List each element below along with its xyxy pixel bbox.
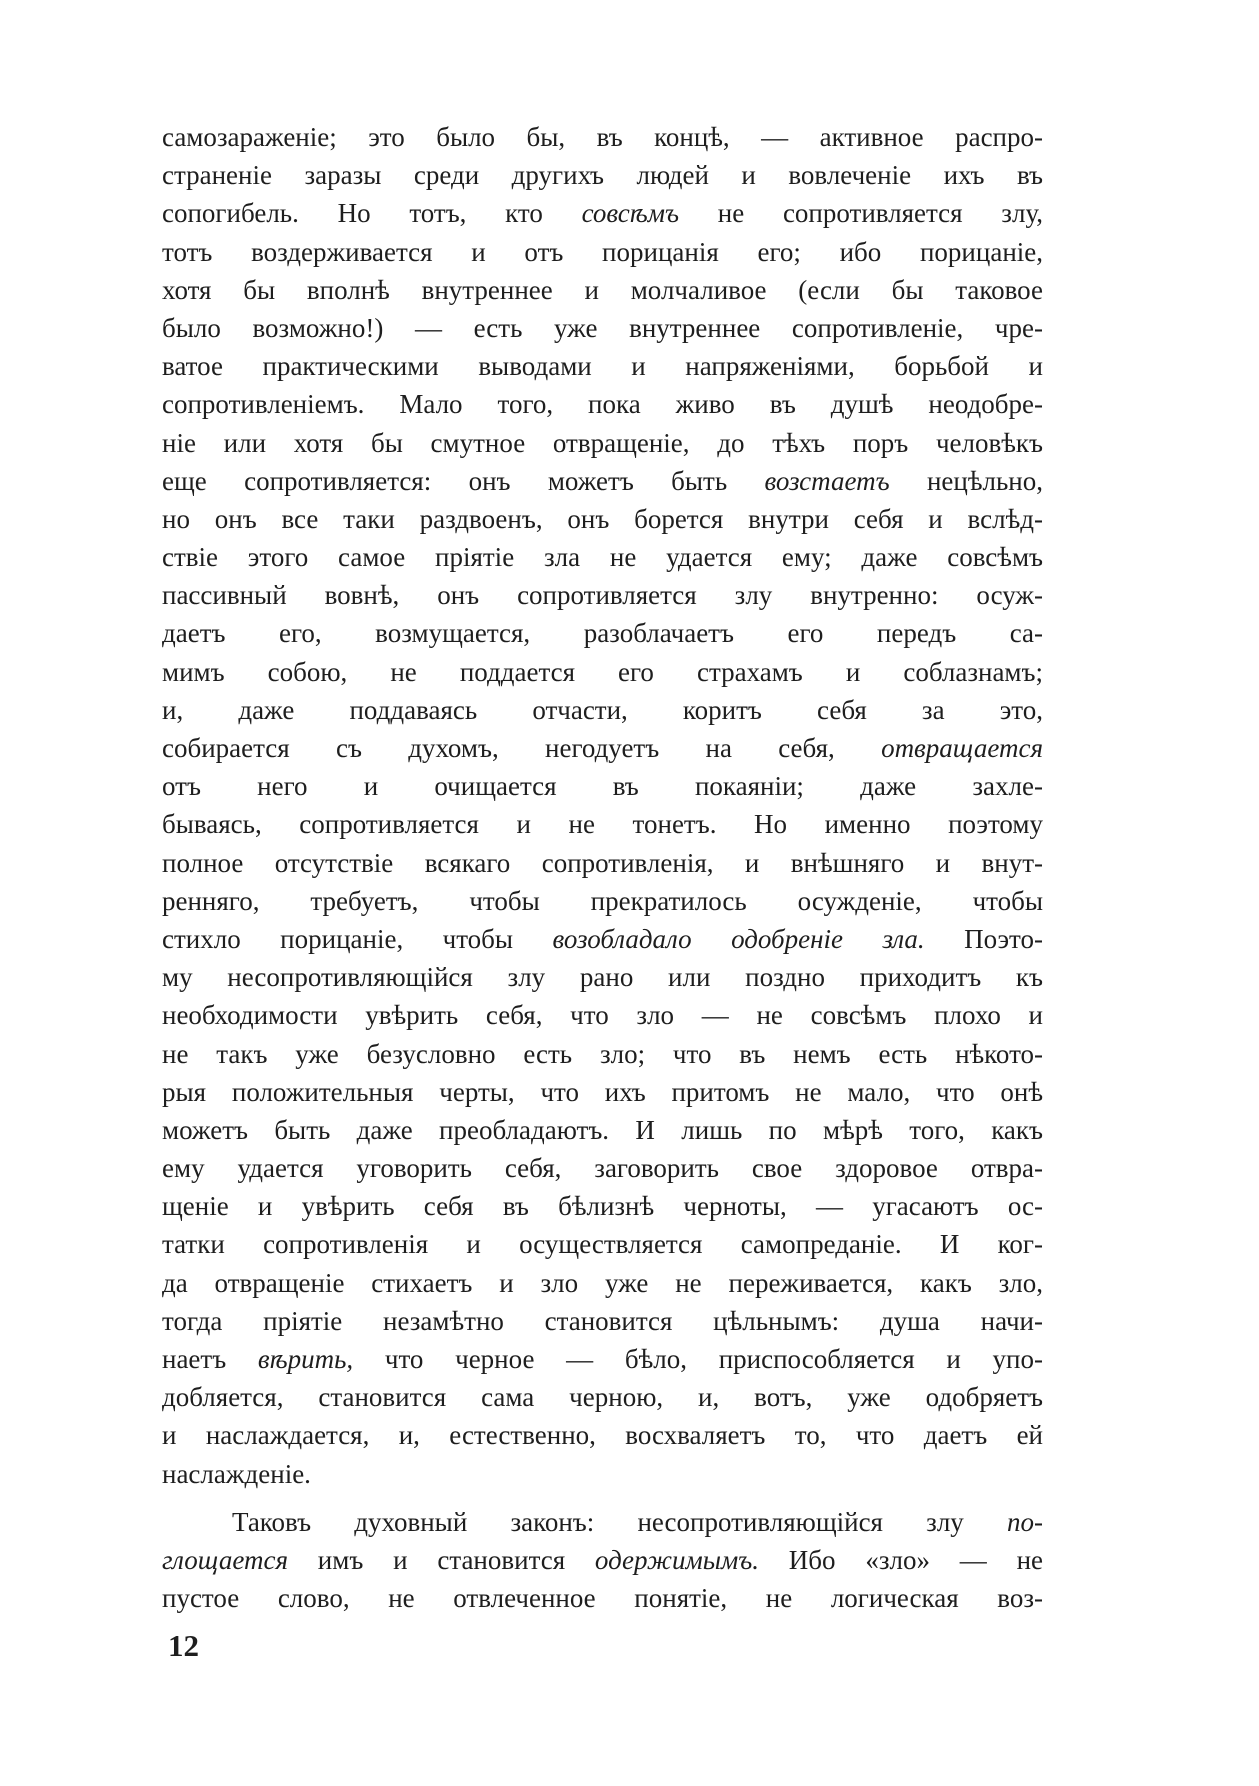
- text-line: [162, 424, 1043, 462]
- text-line: [162, 653, 1043, 691]
- text-run: ему удается уговорить себя, заговорить свое здоровое отвра-: [162, 1153, 1043, 1184]
- text-run: даетъ его, возмущается, разоблачаетъ его передъ са-: [162, 618, 1043, 649]
- text-run: ніе или хотя бы смутное отвращеніе, до тѣхъ поръ человѣкъ: [162, 427, 1043, 458]
- text-run: стихло порицаніе, чтобы: [162, 923, 553, 954]
- text-run: рыя положительныя черты, что ихъ притомъ не мало, что онѣ: [162, 1076, 1043, 1107]
- text-run: но онъ все таки раздвоенъ, онъ борется внутри себя и вслѣд-: [162, 503, 1043, 534]
- italic-phrase: вѣрить,: [257, 1344, 354, 1374]
- text-line: [162, 194, 1043, 232]
- text-run: щеніе и увѣрить себя въ бѣлизнѣ черноты, — угасаютъ ос-: [162, 1191, 1043, 1222]
- text-line: [162, 118, 1043, 156]
- text-line: [162, 958, 1043, 996]
- text-run: наслажденіе.: [162, 1458, 311, 1489]
- text-line: [162, 1378, 1043, 1416]
- text-line: [162, 576, 1043, 614]
- text-run: тогда пріятіе незамѣтно становится цѣльнымъ: душа начи-: [162, 1305, 1043, 1336]
- text-run: наетъ: [162, 1344, 258, 1374]
- text-run: хотя бы вполнѣ внутреннее и молчаливое (если бы таковое: [162, 274, 1043, 305]
- italic-phrase: возстаетъ: [764, 465, 890, 496]
- text-run: необходимости увѣрить себя, что зло — не совсѣмъ плохо и: [162, 1000, 1043, 1031]
- text-run: и, даже поддаваясь отчасти, коритъ себя за это,: [162, 694, 1043, 725]
- text-run: и наслаждается, и, естественно, восхваляетъ то, что даетъ ей: [162, 1420, 1043, 1451]
- text-run: было возможно!) — есть уже внутреннее сопротивленіе, чре-: [162, 312, 1043, 343]
- text-line: [162, 1416, 1043, 1454]
- text-run: пустое слово, не отвлеченное понятіе, не логическая воз-: [162, 1583, 1043, 1614]
- text-line: [162, 1225, 1043, 1263]
- text-line: [162, 347, 1043, 385]
- italic-phrase: глощается: [162, 1544, 288, 1575]
- text-line: [162, 1455, 1043, 1493]
- text-run: не такъ уже безусловно есть зло; что въ немъ есть нѣкото-: [162, 1038, 1043, 1069]
- text-run: ренняго, требуетъ, чтобы прекратилось осужденіе, чтобы: [162, 885, 1043, 916]
- text-line: [162, 1579, 1043, 1617]
- text-run: имъ и становится: [288, 1544, 595, 1575]
- text-line: [162, 1302, 1043, 1340]
- text-line: [162, 1035, 1043, 1073]
- paragraph: [162, 118, 1043, 1493]
- text-line: [162, 996, 1043, 1034]
- text-run: нецѣльно,: [889, 465, 1043, 496]
- text-line: [162, 1073, 1043, 1111]
- paragraph: [162, 1503, 1043, 1618]
- text-run: мимъ собою, не поддается его страхамъ и соблазнамъ;: [162, 656, 1043, 687]
- text-run: страненіе заразы среди другихъ людей и вовлеченіе ихъ въ: [162, 160, 1043, 191]
- text-run: сопогибель. Но тотъ, кто: [162, 198, 582, 229]
- italic-phrase: по-: [1007, 1506, 1043, 1537]
- text-line: [162, 1264, 1043, 1302]
- text-run: Ибо «зло» — не: [759, 1544, 1043, 1575]
- text-run: да отвращеніе стихаетъ и зло уже не переживается, какъ зло,: [162, 1267, 1043, 1298]
- text-run: сопротивленіемъ. Мало того, пока живо въ душѣ неодобре-: [162, 389, 1043, 420]
- paragraph-gap: [162, 1493, 1043, 1503]
- text-run: му несопротивляющійся злу рано или поздно приходитъ къ: [162, 962, 1043, 993]
- text-line: [162, 233, 1043, 271]
- text-run: можетъ быть даже преобладаютъ. И лишь по мѣрѣ того, какъ: [162, 1114, 1043, 1145]
- text-line: [162, 920, 1043, 958]
- text-line: [162, 309, 1043, 347]
- text-run: добляется, становится сама черною, и, вотъ, уже одобряетъ: [162, 1382, 1043, 1413]
- text-run: татки сопротивленія и осуществляется самопреданіе. И ког-: [162, 1229, 1043, 1260]
- text-line: [162, 882, 1043, 920]
- text-run: отъ него и очищается въ покаяніи; даже захле-: [162, 771, 1043, 802]
- text-run: еще сопротивляется: онъ можетъ быть: [162, 465, 765, 496]
- text-line: [162, 844, 1043, 882]
- text-line: [162, 767, 1043, 805]
- text-line: [162, 1111, 1043, 1149]
- text-line: [162, 271, 1043, 309]
- italic-phrase: возобладало одобреніе зла.: [552, 923, 925, 954]
- text-line: [162, 1503, 1043, 1541]
- text-line: [162, 805, 1043, 843]
- text-run: Таковъ духовный законъ: несопротивляющійся злу: [232, 1506, 1007, 1537]
- text-line: [162, 729, 1043, 767]
- text-line: [162, 462, 1043, 500]
- italic-phrase: совсѣмъ: [581, 198, 680, 229]
- text-run: бываясь, сопротивляется и не тонетъ. Но именно поэтому: [162, 809, 1043, 840]
- text-run: собирается съ духомъ, негодуетъ на себя,: [162, 733, 882, 763]
- text-run: ватое практическими выводами и напряженіями, борьбой и: [162, 351, 1043, 382]
- page-number: 12: [168, 1628, 199, 1663]
- text-run: полное отсутствіе всякаго сопротивленія, и внѣшняго и внут-: [162, 847, 1043, 878]
- text-run: ствіе этого самое пріятіе зла не удается ему; даже совсѣмъ: [162, 542, 1043, 573]
- text-run: что черное — бѣло, приспособляется и упо-: [353, 1344, 1043, 1374]
- italic-phrase: отвращается: [881, 733, 1043, 763]
- body-text: [162, 118, 1043, 1617]
- text-line: [162, 1187, 1043, 1225]
- text-line: [162, 385, 1043, 423]
- text-run: Поэто-: [924, 923, 1043, 954]
- text-line: [162, 1340, 1043, 1378]
- italic-phrase: одержимымъ.: [594, 1544, 759, 1575]
- text-run: пассивный вовнѣ, онъ сопротивляется злу внутренно: осуж-: [162, 580, 1043, 611]
- text-run: самозараженіе; это было бы, въ концѣ, — активное распро-: [162, 122, 1043, 152]
- text-run: не сопротивляется злу,: [679, 198, 1043, 229]
- text-line: [162, 1149, 1043, 1187]
- text-line: [162, 1541, 1043, 1579]
- text-line: [162, 614, 1043, 652]
- text-line: [162, 691, 1043, 729]
- text-run: тотъ воздерживается и отъ порицанія его; ибо порицаніе,: [162, 236, 1043, 267]
- text-line: [162, 538, 1043, 576]
- text-line: [162, 156, 1043, 194]
- text-line: [162, 500, 1043, 538]
